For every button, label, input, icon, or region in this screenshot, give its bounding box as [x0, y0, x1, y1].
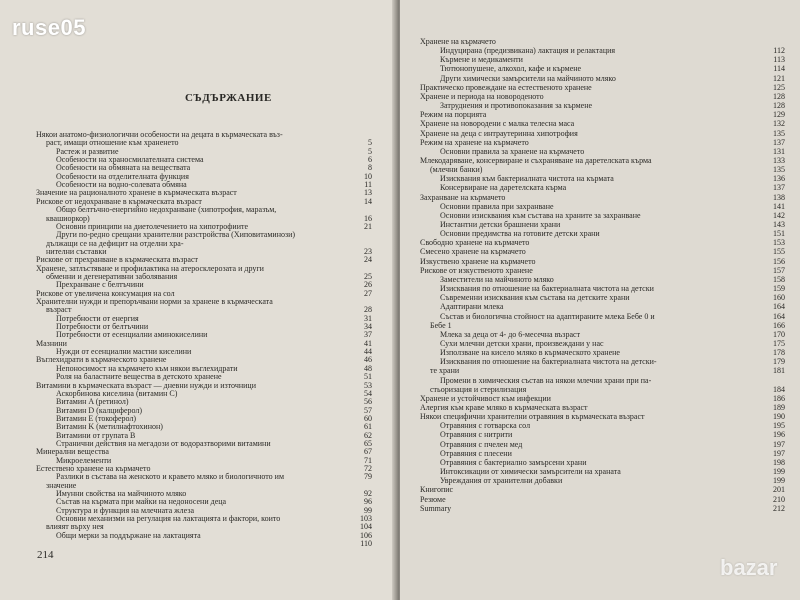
toc-entry-title: дължащи се на дефицит на отделни хра- — [46, 238, 184, 248]
toc-entry-title: Потребности от есенциални аминокиселини — [56, 330, 208, 340]
toc-entry-page: 104 — [360, 522, 372, 532]
toc-entry-title: Summary — [420, 503, 452, 513]
toc-entry-page: 190 — [773, 412, 785, 422]
toc-entry-title: Мазнини — [36, 338, 67, 348]
toc-entry-title: Основни механизми на регулация на лактацията и фактори, които — [56, 514, 281, 524]
toc-entry-page: 159 — [773, 284, 785, 294]
toc-entry-title: Особености на храносмилателната система — [56, 155, 204, 165]
toc-entry-page: 197 — [773, 439, 785, 449]
toc-entry-page: 56 — [364, 397, 372, 407]
toc-entry-title: възраст — [46, 305, 72, 315]
toc-entry-page: 175 — [773, 338, 785, 348]
toc-entry-title: Витамин D (калциферол) — [56, 405, 143, 415]
toc-entry — [56, 539, 372, 549]
toc-entry-page: 99 — [364, 505, 372, 515]
toc-entry-title: Растеж и развитие — [56, 146, 119, 156]
toc-entry-title: Увреждания от хранителни добавки — [440, 476, 563, 486]
toc-entry-page: 34 — [364, 322, 372, 332]
toc-entry-title: Естествено хранене на кърмачето — [36, 464, 151, 473]
toc-entry-page: 61 — [364, 422, 372, 432]
toc-entry-page: 25 — [364, 271, 372, 281]
toc-entry-title: Хранителни нужди и препоръчвани норми за хранене в кърмаческата — [36, 297, 273, 306]
toc-entry-page: 151 — [773, 229, 785, 239]
toc-entry-page: 199 — [773, 467, 785, 477]
toc-entry-title: Витамин E (токоферол) — [56, 413, 137, 423]
toc-entry-page: 14 — [364, 196, 372, 206]
toc-entry-title: Режим на порцията — [420, 110, 487, 120]
toc-entry-page: 96 — [364, 497, 372, 507]
toc-entry-title: Отравяния с готварска сол — [440, 421, 531, 431]
toc-entry-page: 16 — [364, 213, 372, 223]
toc-entry-title: Консервиране на даретелската кърма — [440, 183, 567, 193]
toc-entry-page: 51 — [364, 372, 372, 382]
toc-entry-title: Рискове от недохранване в кърмаческата възраст — [36, 196, 202, 206]
toc-entry-title: Отравяния с пчелен мед — [440, 439, 523, 449]
toc-entry-title: Затруднения и противопоказания за кърмене — [440, 101, 593, 111]
toc-entry-page: 195 — [773, 421, 785, 431]
toc-entry-title: Резюме — [420, 494, 446, 504]
toc-entry-title: Изкуствено хранене на кърмачето — [420, 256, 536, 266]
toc-entry-page: 54 — [364, 388, 372, 398]
toc-entry-title: Общи мерки за поддържане на лактацията — [56, 530, 201, 540]
toc-entry-page: 160 — [773, 293, 785, 303]
toc-entry-page: 125 — [773, 82, 785, 92]
toc-entry-page: 166 — [773, 320, 785, 330]
toc-entry-title: Витамин K (метилнафтохинон) — [56, 422, 163, 432]
toc-entry-title: Имунни свойства на майчиното мляко — [56, 489, 187, 499]
toc-entry-title: Бебе 1 — [430, 320, 452, 330]
toc-entry-title: стьоризация и стерилизация — [430, 384, 527, 394]
toc-entry-page: 5 — [368, 146, 372, 156]
toc-entry-title: Хранене на кърмачето — [420, 37, 496, 46]
toc-entry-page: 113 — [773, 55, 785, 65]
toc-entry-title: Захранване на кърмачето — [420, 192, 506, 202]
toc-entry-title: Отравяния с бактериално замърсени храни — [440, 457, 587, 467]
toc-entry-title: Витамин A (ретинол) — [56, 397, 129, 407]
toc-entry-title: Практическо провеждане на естественото хранене — [420, 82, 592, 92]
toc-entry-page: 110 — [360, 539, 372, 549]
toc-entry-title: Адаптирани млека — [440, 302, 504, 312]
toc-entry-title: Изисквания по отношение на бактериалната чистота на детски- — [440, 357, 657, 367]
toc-entry-title: квашиоркор) — [46, 213, 90, 223]
toc-entry-title: Въглехидрати в кърмаческото хранене — [36, 355, 167, 365]
toc-entry-title: Кърмене и медикаменти — [440, 55, 523, 65]
page-title: СЪДЪРЖАНИЕ — [185, 92, 272, 104]
toc-entry-title: Състав и биологична стойност на адаптираните млека Бебе 0 и — [440, 311, 655, 321]
toc-entry-page: 8 — [368, 163, 372, 173]
toc-entry-title: нителни съставки — [46, 246, 107, 256]
toc-entry-title: Потребности от белтъчини — [56, 322, 149, 332]
toc-entry-title: Млекодаряване, консервиране и съхраняване на даретелската кърма — [420, 155, 652, 165]
toc-entry-page: 13 — [364, 188, 372, 198]
toc-entry-title: Рискове от прехранване в кърмаческата възраст — [36, 255, 199, 265]
toc-entry-page: 138 — [773, 192, 785, 202]
toc-entry-title: Заместители на майчиното мляко — [440, 274, 554, 284]
toc-entry-title: Инстантни детски брашнени храни — [440, 220, 561, 229]
toc-entry-page: 164 — [773, 311, 785, 321]
toc-entry-page: 53 — [364, 380, 372, 390]
toc-entry-page: 137 — [773, 137, 785, 147]
toc-entry-page: 24 — [364, 255, 372, 265]
toc-entry-title: Основни правила при захранване — [440, 201, 554, 211]
toc-entry-page: 106 — [360, 530, 372, 540]
toc-entry-title: значение — [46, 480, 77, 490]
toc-entry-title: Промени в химическия състав на някои млечни храни при па- — [440, 375, 652, 385]
toc-entry-page: 10 — [364, 171, 372, 181]
toc-entry-title: Някои анатомо-физиологични особености на децата в кърмаческата въз- — [36, 130, 283, 139]
toc-entry-page: 11 — [364, 180, 372, 190]
toc-entry-title: Отравяния с нитрити — [440, 430, 513, 440]
toc-entry-page: 44 — [364, 347, 372, 357]
toc-entry-title: Отравяния с плесени — [440, 448, 512, 458]
toc-entry-page: 129 — [773, 110, 785, 120]
toc-entry-page: 156 — [773, 256, 785, 266]
toc-entry-title: Потребности от енергия — [56, 313, 139, 323]
toc-entry-title: Роля на баластните вещества в детското хранене — [56, 372, 222, 382]
toc-entry-title: Аскорбинова киселина (витамин C) — [56, 388, 178, 398]
toc-entry-title: Разлики в състава на женското и кравето мляко и биологичното им — [56, 472, 285, 482]
toc-entry-title: Нужди от есенциални мастни киселини — [56, 347, 192, 357]
toc-entry-page: 31 — [364, 313, 372, 323]
toc-entry-title: Значение на рационалното хранене в кърмаческата възраст — [36, 188, 237, 198]
toc-entry-title: Хранене на новородени с малка телесна маса — [420, 119, 575, 129]
toc-entry-title: Витамини в кърмаческата възраст — дневни нужди и източници — [36, 380, 256, 390]
toc-entry-title: Използване на кисело мляко в кърмаческото хранене — [440, 348, 620, 358]
toc-entry-title: Прехранване с белтъчини — [56, 280, 144, 290]
toc-entry-page: 135 — [773, 128, 785, 138]
toc-entry-title: Основни изисквания към състава на храните за захранване — [440, 210, 641, 220]
toc-entry-title: Изисквания по отношение на бактериалната чистота на детски — [440, 284, 654, 294]
toc-entry-page: 155 — [773, 247, 785, 257]
toc-entry-title: Книгопис — [420, 485, 454, 495]
toc-entry-page: 26 — [364, 280, 372, 290]
toc-entry-page: 201 — [773, 485, 785, 495]
toc-entry-page: 46 — [364, 355, 372, 365]
toc-entry-title: Съвременни изисквания към състава на детските храни — [440, 293, 630, 303]
toc-entry-page: 48 — [364, 363, 372, 373]
toc-entry-page: 164 — [773, 302, 785, 312]
toc-entry-page: 179 — [773, 357, 785, 367]
toc-entry-page: 131 — [773, 146, 785, 156]
toc-entry-page: 143 — [773, 220, 785, 229]
toc-entry-page: 62 — [364, 430, 372, 440]
toc-entry-page: 158 — [773, 274, 785, 284]
toc-entry-title: Свободно хранене на кърмачето — [420, 238, 530, 248]
toc-entry-page: 142 — [773, 210, 785, 220]
toc-entry-title: Витамини от групата B — [56, 430, 136, 440]
toc-entry-page: 141 — [773, 201, 785, 211]
toc-entry-page: 112 — [773, 46, 785, 56]
toc-entry-title: влияят върху нея — [46, 522, 104, 532]
toc-entry-page: 67 — [364, 447, 372, 457]
toc-entry-page: 181 — [773, 366, 785, 376]
toc-entry-title: Странични действия на мегадози от водоразтворими витамини — [56, 438, 271, 448]
toc-entry-title: Общо белтъчно-енергийно недохранване (хипотрофия, маразъм, — [56, 205, 277, 215]
toc-entry-title: Сухи млечни детски храни, произвеждани у нас — [440, 338, 604, 348]
toc-entry-page: 132 — [773, 119, 785, 129]
right-page — [400, 0, 800, 600]
toc-entry-title: Хранене и устойчивост към инфекции — [420, 393, 551, 403]
toc-entry-page: 136 — [773, 174, 785, 184]
toc-entry-page: 41 — [364, 338, 372, 348]
toc-entry-title: Състав на кърмата при майки на недоносени деца — [56, 497, 227, 507]
toc-entry-page: 72 — [364, 464, 372, 473]
toc-entry-title: Млека за деца от 4- до 6-месечна възраст — [440, 329, 581, 339]
toc-entry-title: Особености на обмяната на веществата — [56, 163, 191, 173]
toc-entry-title: обменни и дегенеративни заболявания — [46, 271, 178, 281]
toc-entry-title: Непоносимост на кърмачето към някои въглехидрати — [56, 363, 238, 373]
toc-entry-page: 6 — [368, 155, 372, 165]
toc-entry-page: 114 — [773, 64, 785, 74]
toc-entry-page: 79 — [364, 472, 372, 482]
left-page — [0, 0, 396, 600]
toc-entry-title: Основни принципи на диетолечението на хипотрофиите — [56, 221, 249, 231]
toc-entry-page: 199 — [773, 476, 785, 486]
toc-entry — [420, 504, 785, 514]
toc-entry-page: 197 — [773, 448, 785, 458]
toc-entry-page: 71 — [364, 455, 372, 465]
toc-entry-page: 178 — [773, 348, 785, 358]
toc-entry-title: Изисквания към бактериалната чистота на кърмата — [440, 174, 614, 184]
toc-entry-title: (млечни банки) — [430, 165, 483, 175]
toc-entry-title: Хранене и периода на новороденото — [420, 91, 544, 101]
toc-entry-title: Особености на отделителната функция — [56, 171, 189, 181]
toc-entry-title: Някои специфични хранителни отравяния в кърмаческата възраст — [420, 412, 645, 422]
toc-entry-title: Особености на водно-солевата обмяна — [56, 180, 187, 190]
toc-entry-page: 23 — [364, 246, 372, 256]
toc-entry-page: 189 — [773, 403, 785, 412]
toc-entry-page: 198 — [773, 457, 785, 467]
toc-entry-page: 137 — [773, 183, 785, 193]
toc-entry-title: Други химически замърсители на майчиното мляко — [440, 73, 616, 83]
site-logo: ruse05 — [12, 15, 86, 40]
bazar-watermark: bazar — [720, 555, 778, 580]
toc-entry-page: 121 — [773, 73, 785, 83]
toc-entry-page: 186 — [773, 393, 785, 403]
toc-entry-title: раст, имащи отношение към храненето — [46, 138, 179, 148]
toc-entry-page: 157 — [773, 265, 785, 275]
toc-entry-page: 60 — [364, 413, 372, 423]
toc-entry-title: Режим на хранене на кърмачето — [420, 137, 529, 147]
toc-entry-title: Основни предимства на готовите детски храни — [440, 229, 600, 239]
toc-entry-page: 92 — [364, 489, 372, 499]
toc-entry-page: 196 — [773, 430, 785, 440]
toc-entry-page: 212 — [773, 503, 785, 513]
toc-entry-page: 21 — [364, 221, 372, 231]
toc-entry-title: Други по-редно срещани хранителни разстройства (Хиповитаминози) — [56, 230, 296, 240]
toc-entry-page: 27 — [364, 288, 372, 298]
toc-entry-page: 128 — [773, 91, 785, 101]
toc-entry-page: 153 — [773, 238, 785, 248]
toc-entry-title: Индуцирана (предизвикана) лактация и релактация — [440, 46, 616, 56]
toc-entry-title: Минерални вещества — [36, 447, 109, 457]
toc-entry-title: Рискове от увеличена консумация на сол — [36, 288, 175, 298]
toc-entry-page: 5 — [368, 138, 372, 148]
toc-entry-title: Хранене на деца с интраутеринна хипотрофия — [420, 128, 578, 138]
toc-entry-page: 128 — [773, 101, 785, 111]
toc-entry-title: Интоксикации от химически замърсители на храната — [440, 467, 621, 477]
toc-entry-page: 37 — [364, 330, 372, 340]
toc-entry-page: 210 — [773, 494, 785, 504]
toc-entry-title: Микроелементи — [56, 455, 112, 465]
toc-entry-page: 103 — [360, 514, 372, 524]
toc-entry-title: Смесено хранене на кърмачето — [420, 247, 526, 257]
toc-entry-page: 184 — [773, 384, 785, 394]
toc-entry-title: Хранене, затлъстяване и профилактика на атеросклерозата и други — [36, 263, 264, 273]
toc-entry-title: те храни — [430, 366, 460, 376]
toc-entry-page: 57 — [364, 405, 372, 415]
toc-entry-page: 65 — [364, 438, 372, 448]
toc-entry-title: Структура и функция на млечната жлеза — [56, 505, 195, 515]
page-number: 214 — [37, 549, 54, 561]
toc-entry-page: 28 — [364, 305, 372, 315]
toc-entry-page: 133 — [773, 155, 785, 165]
toc-entry-title: Тютюнопушене, алкохол, кафе и кърмене — [440, 64, 582, 74]
toc-entry-page: 135 — [773, 165, 785, 175]
toc-entry-title: Алергия към краве мляко в кърмаческата възраст — [420, 403, 588, 412]
toc-entry-title: Основни правила за хранене на кърмачето — [440, 146, 585, 156]
toc-entry-page: 170 — [773, 329, 785, 339]
toc-entry-title: Рискове от изкуственото хранене — [420, 265, 533, 275]
